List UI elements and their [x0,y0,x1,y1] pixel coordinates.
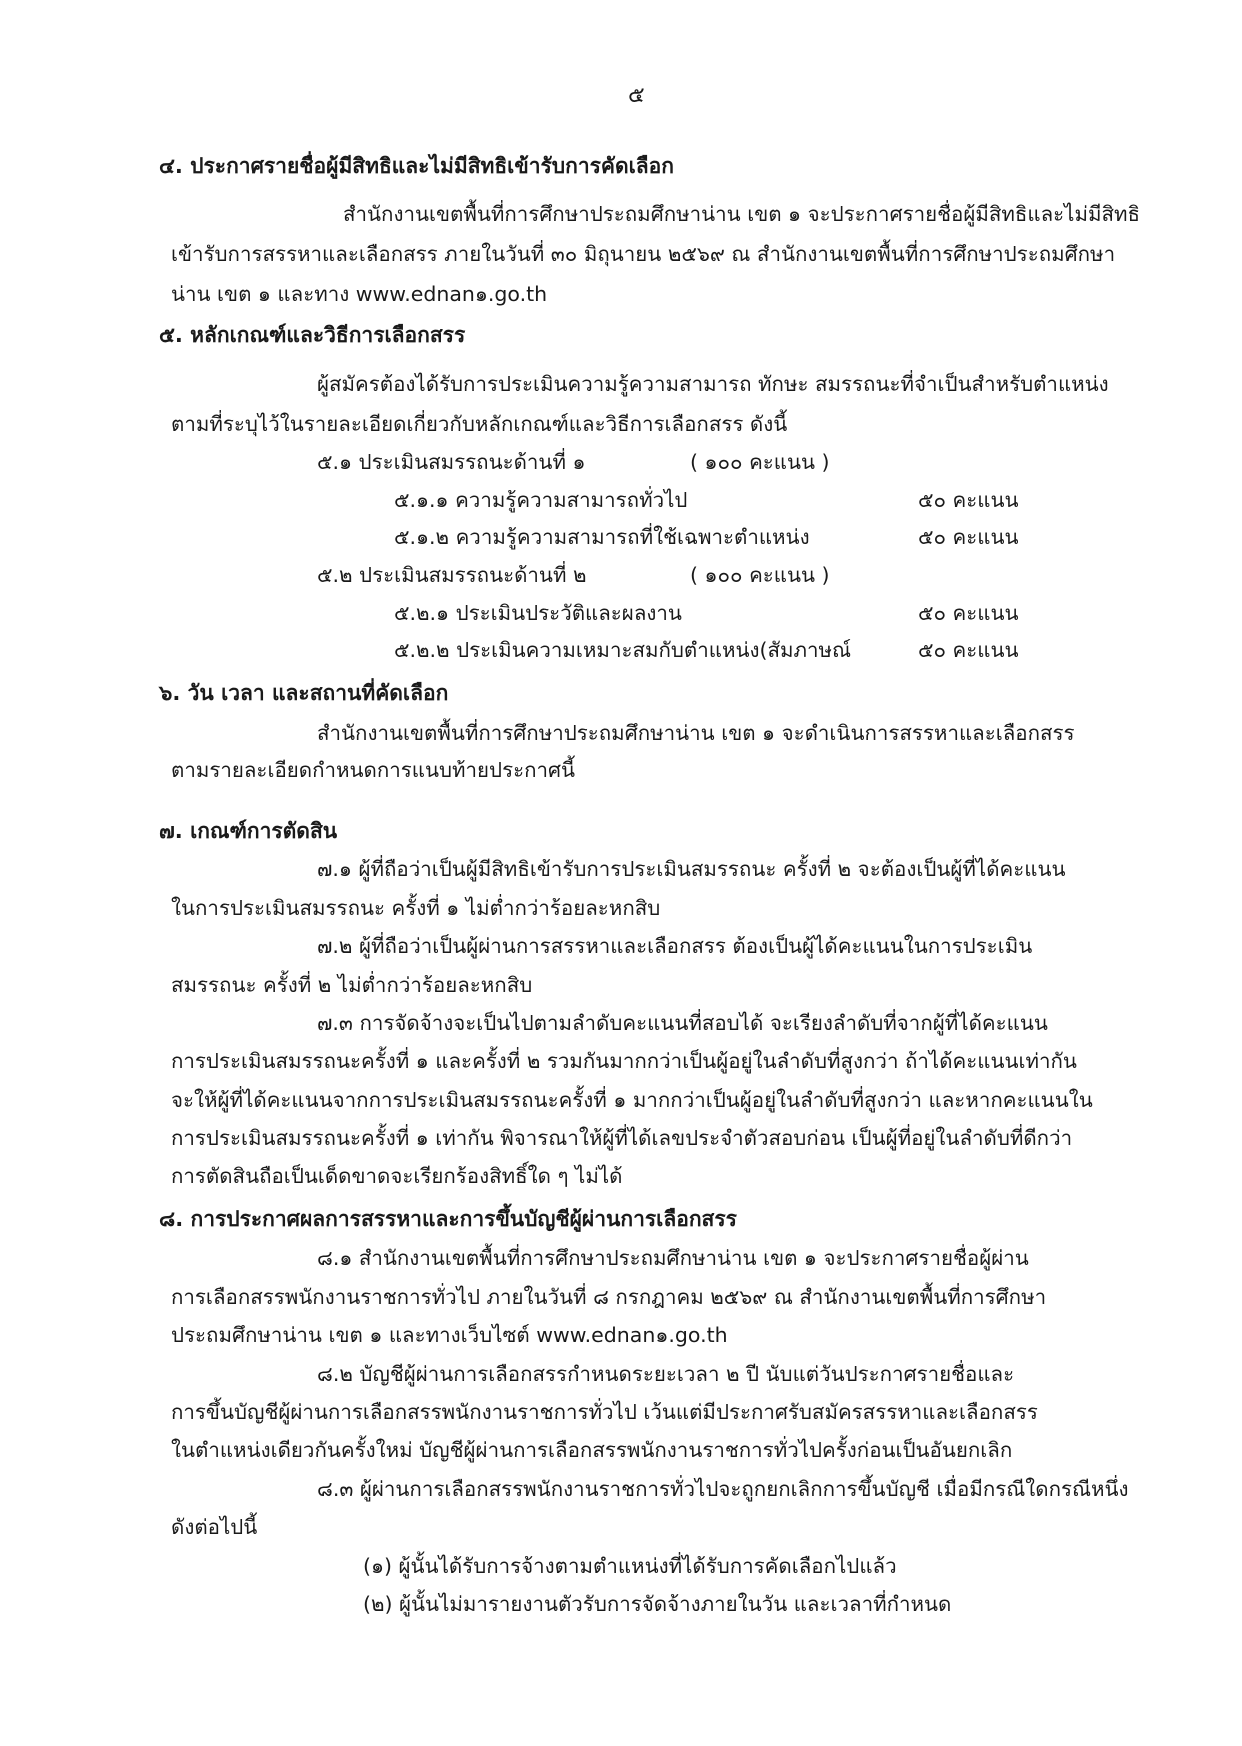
s8-line-8: ดังต่อไปนี้ [171,1515,258,1539]
s8-line-7: ๘.๓ ผู้ผ่านการเลือกสรรพนักงานราชการทั่วไปจะถูกยกเลิกการขึ้นบัญชี เมื่อมีกรณีใดกรณีหนึ่ง [317,1477,1129,1501]
s5-item-1-2-label: ๕.๑.๒ ความรู้ความสามารถที่ใช้เฉพาะตำแหน่ง [394,525,810,549]
s5-line-1: ผู้สมัครต้องได้รับการประเมินความรู้ความสามารถ ทักษะ สมรรถนะที่จำเป็นสำหรับตำแหน่ง [317,372,1109,396]
s7-line-8: การประเมินสมรรถนะครั้งที่ ๑ เท่ากัน พิจารณาให้ผู้ที่ได้เลขประจำตัวสอบก่อน เป็นผู้ที่อยู่ในลำดับที่ดีกว่า [171,1126,1073,1150]
s7-line-1: ๗.๑ ผู้ที่ถือว่าเป็นผู้มีสิทธิเข้ารับการประเมินสมรรถนะ ครั้งที่ ๒ จะต้องเป็นผู้ที่ได้คะแนน [317,857,1066,881]
section-6-heading: ๖. วัน เวลา และสถานที่คัดเลือก [159,681,449,705]
s8-line-5: การขึ้นบัญชีผู้ผ่านการเลือกสรรพนักงานราชการทั่วไป เว้นแต่มีประกาศรับสมัครสรรหาและเลือกสรร [171,1400,1038,1424]
s7-line-6: การประเมินสมรรถนะครั้งที่ ๑ และครั้งที่ ๒ รวมกันมากกว่าเป็นผู้อยู่ในลำดับที่สูงกว่า ถ้าได้คะแนนเท่ากัน [171,1049,1077,1073]
s5-group-2-total: ( ๑๐๐ คะแนน ) [690,563,830,587]
s5-item-2-2-label: ๕.๒.๒ ประเมินความเหมาะสมกับตำแหน่ง(สัมภาษณ์ [394,638,852,662]
s8-line-2: การเลือกสรรพนักงานราชการทั่วไป ภายในวันที่ ๘ กรกฎาคม ๒๕๖๙ ณ สำนักงานเขตพื้นที่การศึกษา [171,1285,1047,1309]
s7-line-7: จะให้ผู้ที่ได้คะแนนจากการประเมินสมรรถนะครั้งที่ ๑ มากกว่าเป็นผู้อยู่ในลำดับที่สูงกว่า และหากคะแนนใน [171,1088,1093,1112]
s5-line-2: ตามที่ระบุไว้ในรายละเอียดเกี่ยวกับหลักเกณฑ์และวิธีการเลือกสรร ดังนี้ [171,412,788,436]
s8-line-3: ประถมศึกษาน่าน เขต ๑ และทางเว็บไซต์ www.ednan๑.go.th [171,1323,728,1347]
s5-item-2-1-score: ๕๐ คะแนน [918,601,1019,625]
s4-line-2: เข้ารับการสรรหาและเลือกสรร ภายในวันที่ ๓๐ มิถุนายน ๒๕๖๙ ณ สำนักงานเขตพื้นที่การศึกษาประถมศึกษา [171,242,1116,266]
section-7-heading: ๗. เกณฑ์การตัดสิน [159,819,338,843]
s8-line-4: ๘.๒ บัญชีผู้ผ่านการเลือกสรรกำหนดระยะเวลา ๒ ปี นับแต่วันประกาศรายชื่อและ [317,1362,1015,1386]
s6-line-1: สำนักงานเขตพื้นที่การศึกษาประถมศึกษาน่าน เขต ๑ จะดำเนินการสรรหาและเลือกสรร [317,721,1075,745]
s7-line-4: สมรรถนะ ครั้งที่ ๒ ไม่ต่ำกว่าร้อยละหกสิบ [171,973,533,997]
s8-line-1: ๘.๑ สำนักงานเขตพื้นที่การศึกษาประถมศึกษาน่าน เขต ๑ จะประกาศรายชื่อผู้ผ่าน [317,1246,1029,1270]
s8-line-10: (๒) ผู้นั้นไม่มารายงานตัวรับการจัดจ้างภายในวัน และเวลาที่กำหนด [363,1592,952,1616]
s5-group-1-total: ( ๑๐๐ คะแนน ) [690,450,830,474]
section-4-heading: ๔. ประกาศรายชื่อผู้มีสิทธิและไม่มีสิทธิเข้ารับการคัดเลือก [159,154,674,178]
s5-item-1-1-label: ๕.๑.๑ ความรู้ความสามารถทั่วไป [394,488,688,512]
page-number: ๕ [628,83,645,108]
s7-line-2: ในการประเมินสมรรถนะ ครั้งที่ ๑ ไม่ต่ำกว่าร้อยละหกสิบ [171,896,661,920]
s5-group-1-label: ๕.๑ ประเมินสมรรถนะด้านที่ ๑ [317,450,586,474]
s5-item-1-1-score: ๕๐ คะแนน [918,488,1019,512]
s7-line-5: ๗.๓ การจัดจ้างจะเป็นไปตามลำดับคะแนนที่สอบได้ จะเรียงลำดับที่จากผู้ที่ได้คะแนน [317,1011,1048,1035]
s5-item-2-2-score: ๕๐ คะแนน [918,638,1019,662]
s5-item-2-1-label: ๕.๒.๑ ประเมินประวัติและผลงาน [394,601,682,625]
s6-line-2: ตามรายละเอียดกำหนดการแนบท้ายประกาศนี้ [171,758,576,782]
s5-group-2-label: ๕.๒ ประเมินสมรรถนะด้านที่ ๒ [317,563,587,587]
section-8-heading: ๘. การประกาศผลการสรรหาและการขึ้นบัญชีผู้ผ่านการเลือกสรร [159,1207,737,1231]
s8-line-9: (๑) ผู้นั้นได้รับการจ้างตามตำแหน่งที่ได้รับการคัดเลือกไปแล้ว [363,1554,897,1578]
section-5-heading: ๕. หลักเกณฑ์และวิธีการเลือกสรร [159,323,466,347]
s7-line-3: ๗.๒ ผู้ที่ถือว่าเป็นผู้ผ่านการสรรหาและเลือกสรร ต้องเป็นผู้ได้คะแนนในการประเมิน [317,934,1033,958]
s8-line-6: ในตำแหน่งเดียวกันครั้งใหม่ บัญชีผู้ผ่านการเลือกสรรพนักงานราชการทั่วไปครั้งก่อนเป็นอันยกเลิก [171,1438,1013,1462]
s4-line-1: สำนักงานเขตพื้นที่การศึกษาประถมศึกษาน่าน เขต ๑ จะประกาศรายชื่อผู้มีสิทธิและไม่มีสิทธิ [343,202,1141,226]
s7-line-9: การตัดสินถือเป็นเด็ดขาดจะเรียกร้องสิทธิ์ใด ๆ ไม่ได้ [171,1164,623,1188]
s4-line-3: น่าน เขต ๑ และทาง www.ednan๑.go.th [171,282,548,306]
s5-item-1-2-score: ๕๐ คะแนน [918,525,1019,549]
